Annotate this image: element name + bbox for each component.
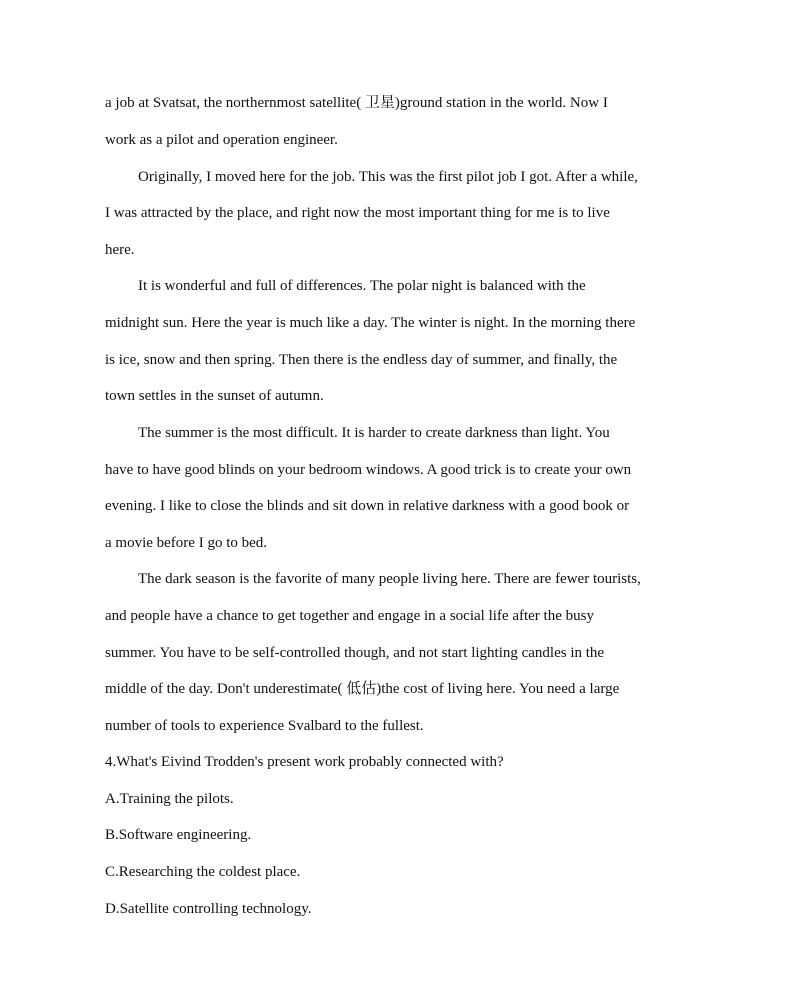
passage-line: and people have a chance to get together and engage in a social life after the busy: [105, 608, 594, 624]
paragraph-start-line: The summer is the most difficult. It is harder to create darkness than light. You: [138, 425, 610, 441]
paragraph-start-line: The dark season is the favorite of many people living here. There are fewer tourists,: [138, 571, 641, 587]
paragraph-start-line: It is wonderful and full of differences. The polar night is balanced with the: [138, 278, 586, 294]
passage-line: work as a pilot and operation engineer.: [105, 132, 338, 148]
passage-line: evening. I like to close the blinds and sit down in relative darkness with a good book or: [105, 498, 630, 514]
passage-line: number of tools to experience Svalbard to the fullest.: [105, 718, 424, 734]
passage-line: summer. You have to be self-controlled though, and not start lighting candles in the: [105, 645, 605, 661]
answer-option-a: A.Training the pilots.: [105, 791, 234, 807]
question-stem: 4.What's Eivind Trodden's present work probably connected with?: [105, 754, 504, 770]
answer-option-c: C.Researching the coldest place.: [105, 864, 301, 880]
answer-option-b: B.Software engineering.: [105, 827, 252, 843]
passage-line: is ice, snow and then spring. Then there is the endless day of summer, and finally, the: [105, 352, 618, 368]
passage-line: a movie before I go to bed.: [105, 535, 268, 551]
passage-line: midnight sun. Here the year is much like a day. The winter is night. In the morning there: [105, 315, 636, 331]
passage-line: middle of the day. Don't underestimate( 低估)the cost of living here. You need a large: [105, 681, 620, 697]
passage-line: a job at Svatsat, the northernmost satellite( 卫星)ground station in the world. Now I: [105, 95, 608, 111]
passage-line: have to have good blinds on your bedroom windows. A good trick is to create your own: [105, 462, 632, 478]
answer-option-d: D.Satellite controlling technology.: [105, 901, 312, 917]
passage-line: town settles in the sunset of autumn.: [105, 388, 324, 404]
paragraph-start-line: Originally, I moved here for the job. This was the first pilot job I got. After a while,: [138, 169, 638, 185]
passage-line: I was attracted by the place, and right now the most important thing for me is to live: [105, 205, 610, 221]
passage-line: here.: [105, 242, 135, 258]
